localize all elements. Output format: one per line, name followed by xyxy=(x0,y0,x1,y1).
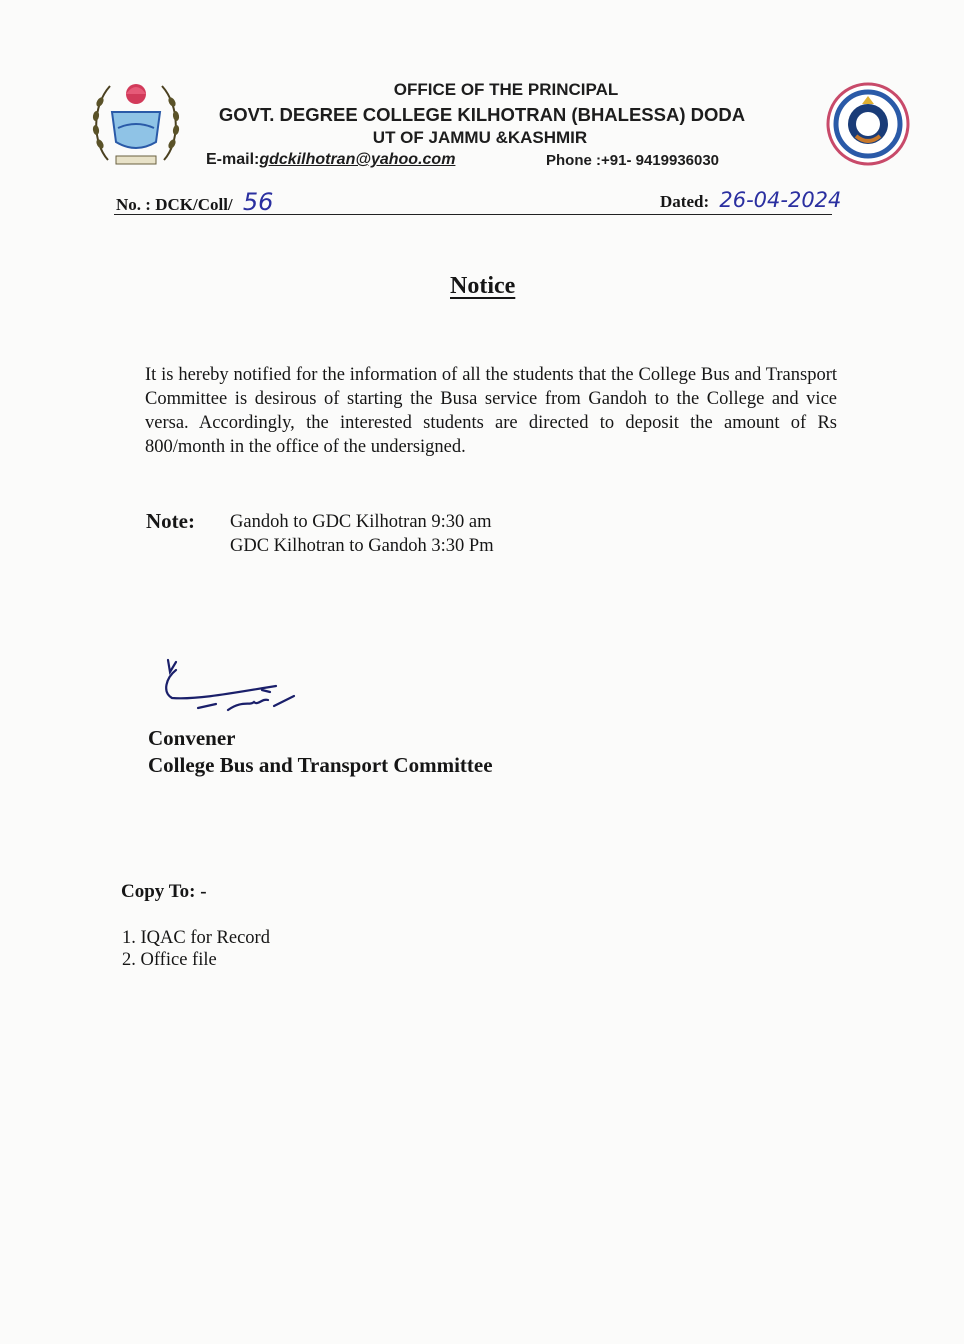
reference-label: No. : DCK/Coll/ xyxy=(116,195,233,214)
reference-number-handwritten: 56 xyxy=(242,188,274,216)
reference-number xyxy=(116,188,273,216)
phone-number: Phone :+91- 9419936030 xyxy=(546,152,720,169)
email-line xyxy=(206,151,455,169)
signatory-committee: College Bus and Transport Committee xyxy=(148,753,493,777)
copy-to-label: Copy To: - xyxy=(121,881,207,902)
note-line-2: GDC Kilhotran to Gandoh 3:30 Pm xyxy=(230,536,494,556)
email-label: E-mail: xyxy=(206,151,260,168)
date-handwritten: 26-04-2024 xyxy=(719,188,842,212)
college-name: GOVT. DEGREE COLLEGE KILHOTRAN (BHALESSA) DODA xyxy=(218,104,746,125)
notice-body: It is hereby notified for the information of all the students that the College Bus and Transport Committee is desirous of starting the Busa service from Gandoh to the College and vice versa. Accordingly, the interested students are directed to deposit the amount of Rs 800/month in the office of the undersigned. xyxy=(145,365,837,457)
copy-item-2: 2. Office file xyxy=(122,950,217,970)
notice-title: Notice xyxy=(450,273,516,299)
note-label: Note: xyxy=(146,509,195,533)
office-heading: OFFICE OF THE PRINCIPAL xyxy=(393,80,619,99)
email-link[interactable]: gdckilhotran@yahoo.com xyxy=(259,151,456,168)
reference-date xyxy=(660,188,841,212)
copy-item-1: 1. IQAC for Record xyxy=(122,928,270,948)
signatory-designation: Convener xyxy=(148,726,236,750)
reference-underline xyxy=(114,214,832,215)
dated-label: Dated: xyxy=(660,192,710,211)
territory-name: UT OF JAMMU &KASHMIR xyxy=(372,128,588,147)
convener-signature xyxy=(158,656,308,728)
note-line-1: Gandoh to GDC Kilhotran 9:30 am xyxy=(230,512,492,532)
